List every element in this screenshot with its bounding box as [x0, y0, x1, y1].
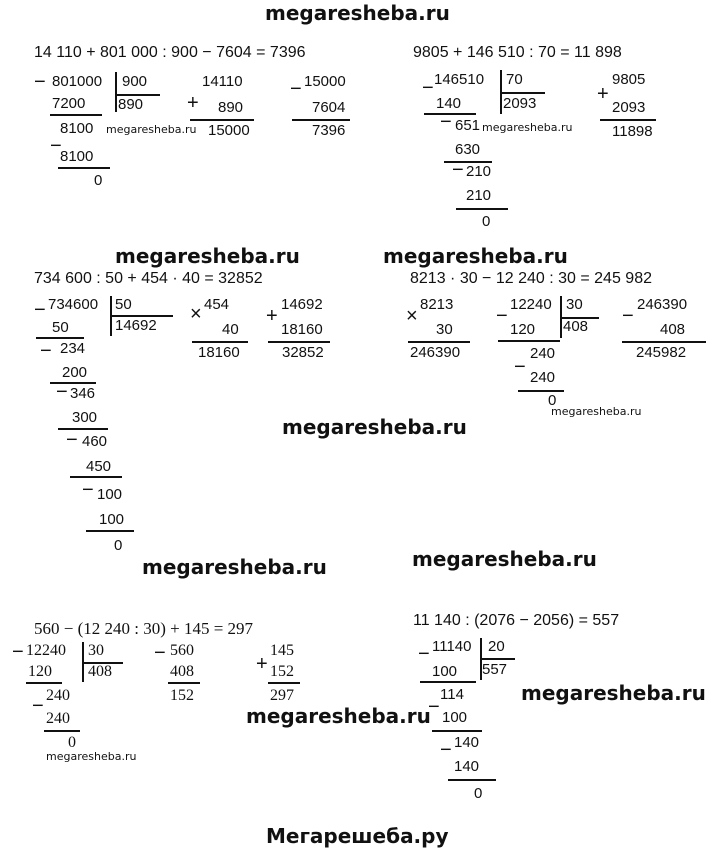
quotient-line [481, 658, 515, 660]
minus-sign: − [40, 340, 52, 362]
sum: 11898 [612, 123, 653, 140]
equation: 560 − (12 240 : 30) + 145 = 297 [34, 619, 254, 638]
quotient: 2093 [503, 95, 537, 112]
addend: 890 [218, 99, 244, 116]
step-value: 140 [454, 758, 480, 775]
addend: 145 [270, 642, 294, 659]
minus-sign: − [452, 159, 464, 181]
dividend: 146510 [434, 71, 485, 88]
sum-line [268, 341, 330, 343]
step-value: 200 [62, 364, 88, 381]
times-sign: × [406, 305, 418, 327]
step-value: 7200 [52, 95, 86, 112]
remainder: 0 [68, 734, 76, 751]
step-value: 630 [455, 141, 481, 158]
product: 18160 [198, 344, 240, 361]
quotient: 408 [563, 318, 589, 335]
dividend: 12240 [26, 642, 66, 659]
remainder: 0 [114, 537, 123, 554]
subtrahend: 7604 [312, 99, 346, 116]
step-value: 346 [70, 385, 96, 402]
addend: 14110 [202, 73, 243, 90]
minus-sign: − [34, 299, 46, 321]
factor: 40 [222, 321, 239, 338]
difference-line [292, 119, 350, 121]
addend: 18160 [281, 321, 323, 338]
equation: 734 600 : 50 + 454 · 40 = 32852 [34, 270, 263, 287]
remainder: 0 [548, 392, 557, 409]
difference-line [168, 682, 200, 684]
difference-line [622, 341, 706, 343]
watermark-small: megaresheba.ru [482, 121, 573, 134]
step-value: 100 [97, 486, 123, 503]
step-value: 114 [440, 686, 464, 703]
step-line [498, 340, 560, 342]
minus-sign: − [56, 381, 68, 403]
watermark-small: megaresheba.ru [46, 750, 137, 763]
step-value: 210 [466, 163, 492, 180]
minus-sign: − [34, 71, 46, 93]
step-value: 100 [432, 663, 458, 680]
step-value: 210 [466, 187, 492, 204]
step-line [448, 779, 496, 781]
step-value: 651 [455, 117, 481, 134]
factor: 454 [204, 296, 230, 313]
factor: 30 [436, 321, 453, 338]
difference: 7396 [312, 122, 346, 139]
divisor: 30 [88, 642, 104, 659]
step-line [50, 114, 102, 116]
step-value: 240 [530, 369, 556, 386]
quotient: 14692 [115, 317, 157, 334]
addend: 2093 [612, 99, 646, 116]
minus-sign: − [418, 643, 430, 665]
minuend: 15000 [304, 73, 346, 90]
plus-sign: + [256, 653, 268, 675]
remainder: 0 [94, 172, 103, 189]
minus-sign: − [82, 479, 94, 501]
divisor: 20 [488, 638, 505, 655]
equation: 8213 · 30 − 12 240 : 30 = 245 982 [410, 270, 652, 287]
minus-sign: − [440, 739, 452, 761]
difference: 152 [170, 687, 194, 704]
step-value: 460 [82, 433, 108, 450]
product-line [192, 341, 248, 343]
sum-line [268, 682, 300, 684]
step-line [420, 681, 476, 683]
product-line [408, 341, 470, 343]
quotient-line [501, 92, 545, 94]
step-value: 120 [510, 321, 536, 338]
minuend: 560 [170, 642, 194, 659]
step-line [70, 476, 122, 478]
sum: 32852 [282, 344, 324, 361]
divisor: 70 [506, 71, 523, 88]
step-value: 50 [52, 319, 69, 336]
step-line [86, 530, 134, 532]
quotient: 557 [482, 661, 508, 678]
remainder: 0 [474, 785, 483, 802]
minus-sign: − [496, 305, 508, 327]
times-sign: × [190, 303, 202, 325]
minus-sign: − [422, 77, 434, 99]
dividend: 12240 [510, 296, 552, 313]
step-line [44, 730, 80, 732]
product: 246390 [410, 344, 461, 361]
minus-sign: − [622, 305, 634, 327]
minuend: 246390 [637, 296, 688, 313]
division-bar [115, 72, 117, 112]
watermark: megaresheba.ru [383, 244, 568, 268]
watermark: megaresheba.ru [412, 547, 597, 571]
factor: 8213 [420, 296, 454, 313]
footer-title: Мегарешеба.ру [266, 824, 449, 848]
step-line [58, 167, 110, 169]
watermark: megaresheba.ru [521, 681, 706, 705]
equation: 9805 + 146 510 : 70 = 11 898 [413, 44, 622, 61]
step-value: 120 [28, 663, 52, 680]
step-value: 8100 [60, 120, 94, 137]
dividend: 801000 [52, 73, 103, 90]
watermark: megaresheba.ru [142, 555, 327, 579]
equation: 14 110 + 801 000 : 900 − 7604 = 7396 [34, 44, 306, 61]
quotient: 408 [88, 663, 112, 680]
step-value: 100 [99, 511, 125, 528]
step-value: 240 [530, 345, 556, 362]
step-value: 140 [436, 95, 462, 112]
step-line [432, 730, 482, 732]
divisor: 50 [115, 296, 132, 313]
watermark: megaresheba.ru [282, 415, 467, 439]
step-value: 234 [60, 340, 86, 357]
dividend: 11140 [432, 638, 472, 655]
step-line [36, 337, 84, 339]
quotient: 890 [118, 96, 144, 113]
watermark-small: megaresheba.ru [106, 123, 197, 136]
divisor: 900 [122, 73, 148, 90]
sum-line [190, 119, 254, 121]
minus-sign: − [290, 78, 302, 100]
minus-sign: − [32, 695, 44, 717]
step-value: 300 [72, 409, 98, 426]
step-line [456, 208, 508, 210]
step-line [26, 682, 62, 684]
remainder: 0 [482, 213, 491, 230]
addend: 9805 [612, 71, 646, 88]
step-value: 240 [46, 710, 70, 727]
difference: 245982 [636, 344, 687, 361]
step-value: 140 [454, 734, 480, 751]
sum: 15000 [208, 122, 250, 139]
subtrahend: 408 [660, 321, 686, 338]
step-line [518, 390, 564, 392]
step-value: 8100 [60, 148, 94, 165]
plus-sign: + [266, 305, 278, 327]
minus-sign: − [514, 356, 526, 378]
addend: 152 [270, 663, 294, 680]
step-value: 100 [442, 709, 468, 726]
subtrahend: 408 [170, 663, 194, 680]
minus-sign: − [154, 642, 166, 664]
watermark-top: megaresheba.ru [265, 1, 450, 25]
minus-sign: − [50, 135, 62, 157]
minus-sign: − [428, 696, 440, 718]
watermark-small: megaresheba.ru [551, 405, 642, 418]
step-value: 450 [86, 458, 112, 475]
divisor: 30 [566, 296, 583, 313]
plus-sign: + [187, 92, 199, 114]
watermark: megaresheba.ru [246, 704, 431, 728]
equation: 11 140 : (2076 − 2056) = 557 [413, 612, 620, 629]
addend: 14692 [281, 296, 323, 313]
step-value: 240 [46, 687, 70, 704]
dividend: 734600 [48, 296, 99, 313]
minus-sign: − [12, 641, 24, 663]
plus-sign: + [597, 83, 609, 105]
sum-line [600, 119, 656, 121]
watermark: megaresheba.ru [115, 244, 300, 268]
minus-sign: − [440, 111, 452, 133]
minus-sign: − [66, 429, 78, 451]
sum: 297 [270, 687, 294, 704]
